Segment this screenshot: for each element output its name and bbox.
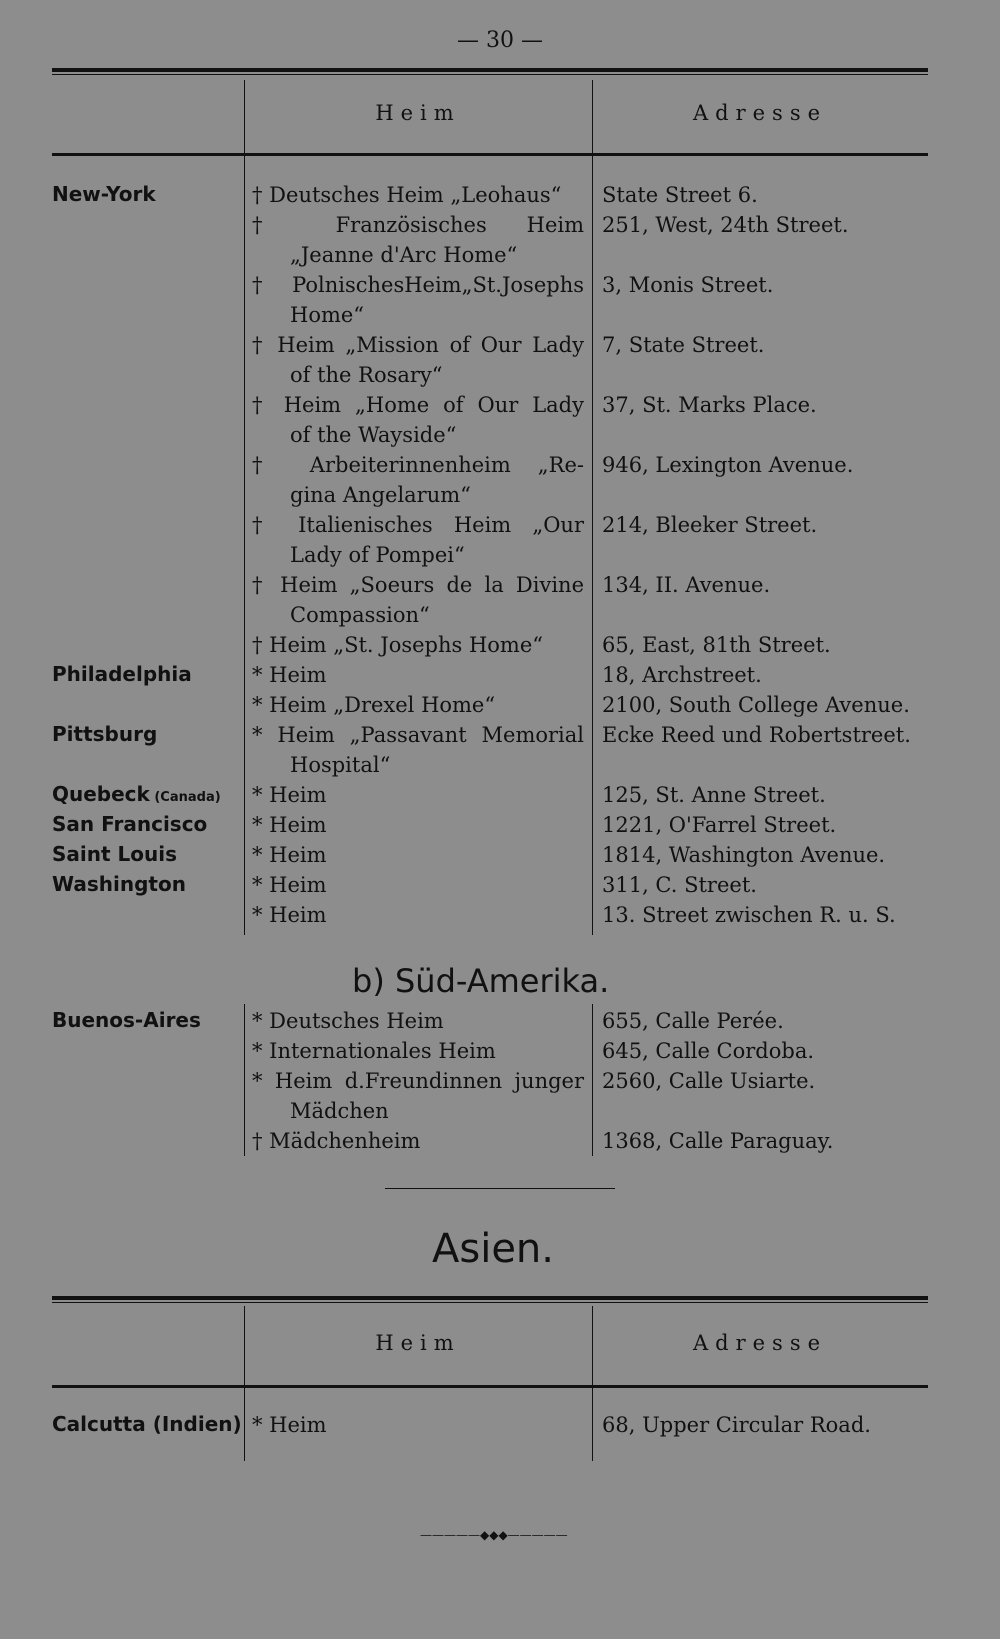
sa-adresse-1: 645, Calle Cordoba. <box>602 1039 815 1063</box>
na-adresse-8: 65, East, 81th Street. <box>602 633 831 657</box>
heim-name: † Heim „St. Josephs Home“ <box>252 633 543 657</box>
heim-name: † Heim „Mission of Our Lady <box>252 333 584 357</box>
heim-name: † Arbeiterinnenheim „Re- <box>252 453 584 477</box>
section-title-asia: Asien. <box>432 1226 554 1272</box>
na-adresse-11: Ecke Reed und Robertstreet. <box>602 723 911 747</box>
asia-header-adresse: Adresse <box>692 1331 828 1355</box>
col-divider-right-sa <box>592 1004 593 1156</box>
na-adresse-3: 7, State Street. <box>602 333 765 357</box>
asia-col-divider-right <box>592 1306 593 1461</box>
na-heim-13 <box>252 810 584 840</box>
sa-adresse-0: 655, Calle Perée. <box>602 1009 784 1033</box>
city-label: Quebeck (Canada) <box>52 782 221 806</box>
asia-header-heim: Heim <box>375 1331 461 1355</box>
heim-name-continued: of the Wayside“ <box>290 423 457 447</box>
asia-heim-0 <box>252 1410 584 1440</box>
na-heim-5 <box>252 450 584 510</box>
city-label: Pittsburg <box>52 722 158 746</box>
sa-adresse-2: 2560, Calle Usiarte. <box>602 1069 816 1093</box>
city-label: Philadelphia <box>52 662 192 686</box>
na-adresse-6: 214, Bleeker Street. <box>602 513 818 537</box>
na-heim-7 <box>252 570 584 630</box>
na-heim-15 <box>252 870 584 900</box>
na-adresse-13: 1221, O'Farrel Street. <box>602 813 837 837</box>
city-label: San Francisco <box>52 812 208 836</box>
heim-name: * Deutsches Heim <box>252 1009 444 1033</box>
city-label: Washington <box>52 872 186 896</box>
end-ornament: —————◆◆◆————— <box>420 1528 568 1542</box>
na-adresse-2: 3, Monis Street. <box>602 273 774 297</box>
na-heim-4 <box>252 390 584 450</box>
sa-adresse-3: 1368, Calle Paraguay. <box>602 1129 834 1153</box>
asia-adresse-0: 68, Upper Circular Road. <box>602 1413 871 1437</box>
heim-name: † PolnischesHeim„St.Josephs <box>252 273 584 297</box>
col-divider-left-sa <box>244 1004 245 1156</box>
na-heim-0 <box>252 180 584 210</box>
heim-name: * Heim <box>252 873 327 897</box>
section-title-south-america: b) Süd-Amerika. <box>352 962 610 1000</box>
sa-heim-1 <box>252 1036 584 1066</box>
col-divider-right <box>592 80 593 935</box>
heim-name: † Mädchenheim <box>252 1129 421 1153</box>
heim-name: * Heim „Drexel Home“ <box>252 693 496 717</box>
asia-table-top-rule <box>52 1296 928 1303</box>
heim-name-continued: gina Angelarum“ <box>290 483 471 507</box>
na-adresse-1: 251, West, 24th Street. <box>602 213 849 237</box>
na-adresse-9: 18, Archstreet. <box>602 663 762 687</box>
header-adresse: Adresse <box>692 101 828 125</box>
col-divider-left <box>244 80 245 935</box>
heim-name: † Französisches Heim <box>252 213 584 237</box>
na-heim-2 <box>252 270 584 330</box>
city-label: Saint Louis <box>52 842 177 866</box>
na-adresse-7: 134, II. Avenue. <box>602 573 771 597</box>
city-buenos-aires: Buenos-Aires <box>52 1008 201 1032</box>
na-heim-14 <box>252 840 584 870</box>
heim-name: * Heim „Passavant Memorial <box>252 723 584 747</box>
asia-header-bottom-rule <box>52 1385 928 1388</box>
heim-name-continued: Compassion“ <box>290 603 430 627</box>
na-heim-16 <box>252 900 584 930</box>
heim-name: * Internationales Heim <box>252 1039 496 1063</box>
sa-heim-3 <box>252 1126 584 1156</box>
heim-name: * Heim <box>252 843 327 867</box>
na-heim-6 <box>252 510 584 570</box>
heim-name-continued: Home“ <box>290 303 365 327</box>
heim-name-continued: of the Rosary“ <box>290 363 443 387</box>
na-heim-1 <box>252 210 584 270</box>
heim-name: † Heim „Soeurs de la Divine <box>252 573 584 597</box>
city-label: New-York <box>52 182 156 206</box>
heim-name-continued: „Jeanne d'Arc Home“ <box>290 243 518 267</box>
na-adresse-10: 2100, South College Avenue. <box>602 693 910 717</box>
heim-name: † Heim „Home of Our Lady <box>252 393 584 417</box>
na-adresse-4: 37, St. Marks Place. <box>602 393 817 417</box>
na-heim-12 <box>252 780 584 810</box>
table-top-rule <box>52 68 928 75</box>
heim-name: * Heim d.Freundinnen junger <box>252 1069 584 1093</box>
page-number: — 30 — <box>457 28 543 53</box>
heim-name-continued: Mädchen <box>290 1099 389 1123</box>
na-heim-10 <box>252 690 584 720</box>
city-calcutta: Calcutta (Indien) <box>52 1412 242 1436</box>
sa-heim-2 <box>252 1066 584 1126</box>
header-heim: Heim <box>375 101 461 125</box>
header-bottom-rule <box>52 153 928 156</box>
city-note: (Canada) <box>149 790 221 805</box>
na-adresse-14: 1814, Washington Avenue. <box>602 843 886 867</box>
heim-name-continued: Hospital“ <box>290 753 391 777</box>
heim-name: * Heim <box>252 813 327 837</box>
sa-heim-0 <box>252 1006 584 1036</box>
na-adresse-12: 125, St. Anne Street. <box>602 783 826 807</box>
heim-name: * Heim <box>252 903 327 927</box>
na-adresse-15: 311, C. Street. <box>602 873 757 897</box>
na-heim-9 <box>252 660 584 690</box>
asia-col-divider-left <box>244 1306 245 1461</box>
heim-name: * Heim <box>252 663 327 687</box>
heim-name: † Italienisches Heim „Our <box>252 513 584 537</box>
na-heim-3 <box>252 330 584 390</box>
na-adresse-16: 13. Street zwischen R. u. S. <box>602 903 896 927</box>
na-adresse-0: State Street 6. <box>602 183 758 207</box>
heim-name: * Heim <box>252 1413 327 1437</box>
heim-name: † Deutsches Heim „Leohaus“ <box>252 183 562 207</box>
heim-name-continued: Lady of Pompei“ <box>290 543 465 567</box>
na-adresse-5: 946, Lexington Avenue. <box>602 453 854 477</box>
heim-name: * Heim <box>252 783 327 807</box>
na-heim-8 <box>252 630 584 660</box>
separator-rule <box>385 1188 615 1189</box>
na-heim-11 <box>252 720 584 780</box>
